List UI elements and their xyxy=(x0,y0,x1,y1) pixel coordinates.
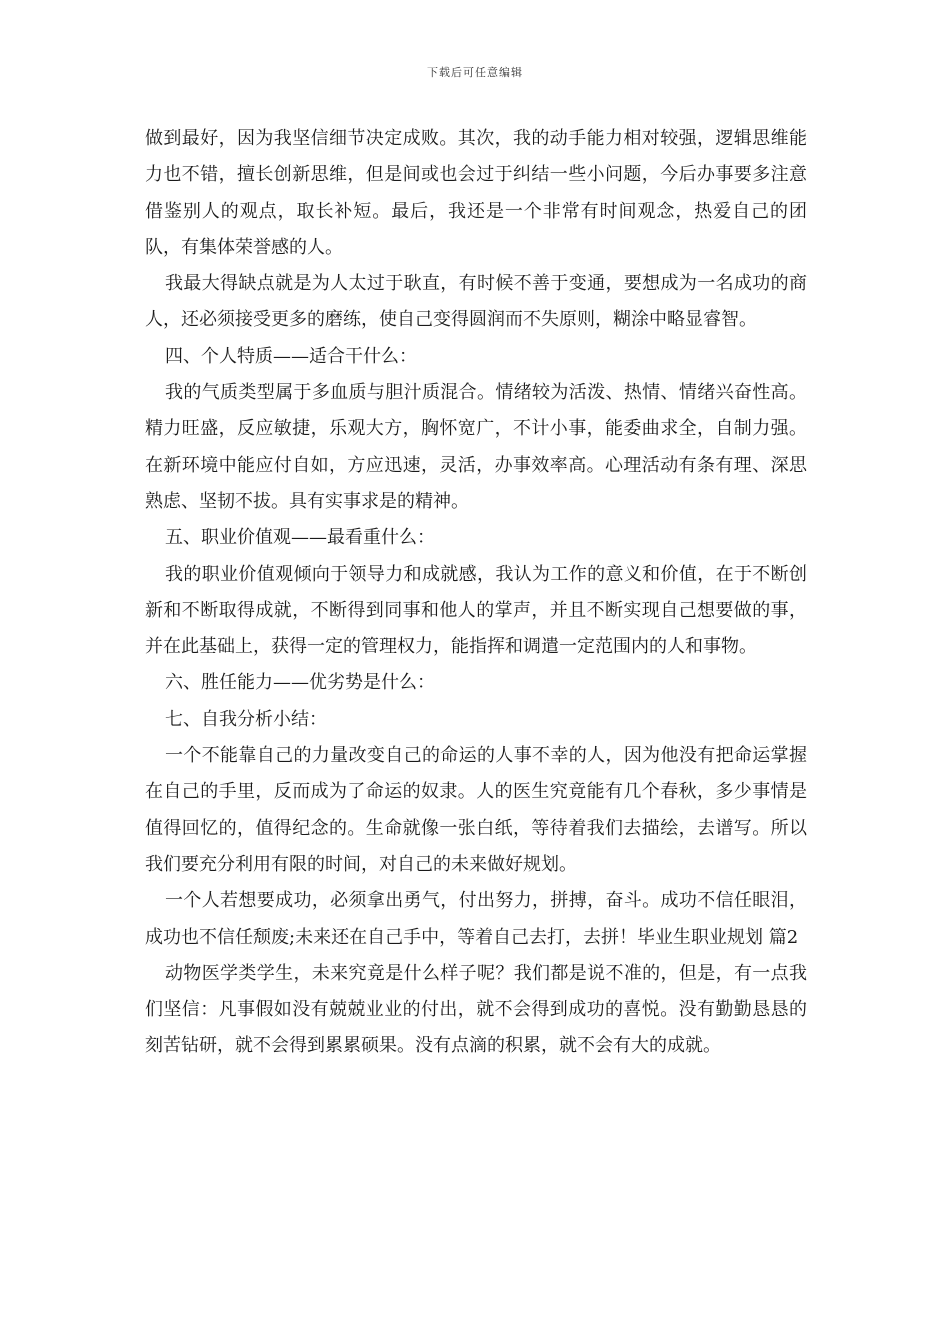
page-header-note: 下载后可任意编辑 xyxy=(427,66,523,79)
section-heading-competence: 六、胜任能力——优劣势是什么： xyxy=(165,672,435,694)
paragraph-veterinary-students: 动物医学类学生，未来究竟是什么样子呢？我们都是说不准的，但是，有一点我们坚信：凡事假如没有兢兢业业的付出，就不会得到成功的喜悦。没有勤勤恳恳的刻苦钻研，就不会得到累累硕果。没有点滴的积累，就不会有大的成就。 xyxy=(145,962,807,1057)
paragraph-shortcomings: 我最大得缺点就是为人太过于耿直，有时候不善于变通，要想成为一名成功的商人，还必须接受更多的磨练，使自己变得圆润而不失原则，糊涂中略显睿智。 xyxy=(145,273,807,331)
paragraph-fate: 一个不能靠自己的力量改变自己的命运的人事不幸的人，因为他没有把命运掌握在自己的手里，反而成为了命运的奴隶。人的医生究竟能有几个春秋，多少事情是值得回忆的，值得纪念的。生命就像一张白纸，等待着我们去描绘，去谱写。所以我们要充分利用有限的时间，对自己的未来做好规划。 xyxy=(145,745,807,875)
document-body xyxy=(145,121,807,1065)
paragraph-career-values: 我的职业价值观倾向于领导力和成就感，我认为工作的意义和价值，在于不断创新和不断取得成就，不断得到同事和他人的掌声，并且不断实现自己想要做的事，并在此基础上，获得一定的管理权力，能指挥和调遣一定范围内的人和事物。 xyxy=(145,563,807,658)
section-heading-self-analysis-summary: 七、自我分析小结： xyxy=(165,708,327,730)
paragraph-continuation: 做到最好，因为我坚信细节决定成败。其次，我的动手能力相对较强，逻辑思维能力也不错，擅长创新思维，但是间或也会过于纠结一些小问题，今后办事要多注意借鉴别人的观点，取长补短。最后，我还是一个非常有时间观念，热爱自己的团队，有集体荣誉感的人。 xyxy=(145,128,807,258)
section-heading-career-values: 五、职业价值观——最看重什么： xyxy=(165,527,435,549)
paragraph-success: 一个人若想要成功，必须拿出勇气，付出努力，拼搏，奋斗。成功不信任眼泪，成功也不信任颓废;未来还在自己手中，等着自己去打，去拼！毕业生职业规划 篇2 xyxy=(145,890,807,948)
section-heading-personal-traits: 四、个人特质——适合干什么： xyxy=(165,345,417,367)
paragraph-temperament: 我的气质类型属于多血质与胆汁质混合。情绪较为活泼、热情、情绪兴奋性高。精力旺盛，反应敏捷，乐观大方，胸怀宽广，不计小事，能委曲求全，自制力强。在新环境中能应付自如，方应迅速，灵活，办事效率高。心理活动有条有理、深思熟虑、坚韧不拔。具有实事求是的精神。 xyxy=(145,382,807,512)
